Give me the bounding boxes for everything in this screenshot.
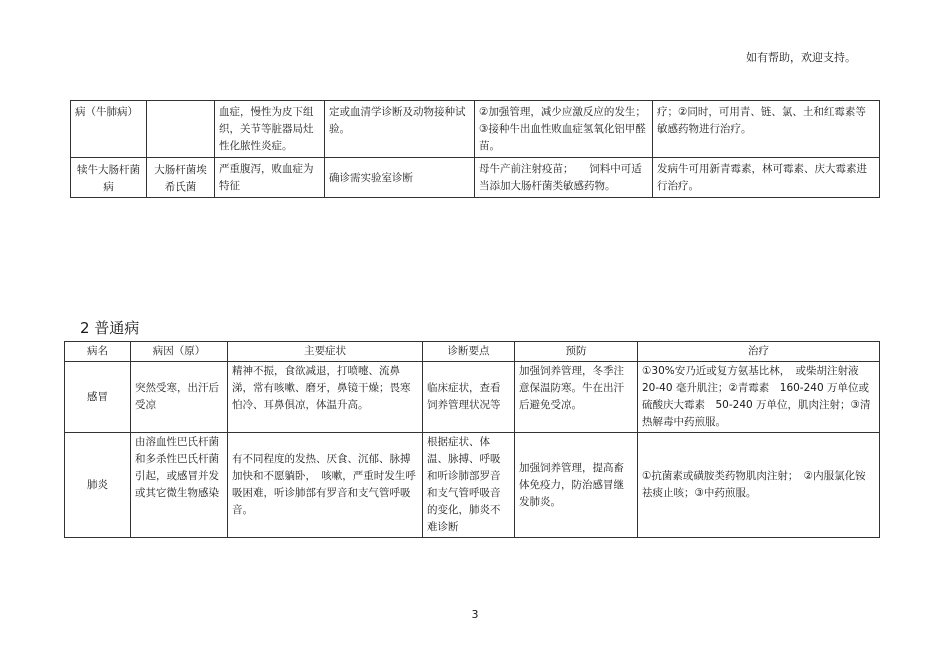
common-disease-table [64, 341, 880, 538]
table-row [71, 158, 880, 198]
table-row [71, 101, 880, 158]
table-header-row [65, 342, 880, 362]
section-title: 2 普通病 [80, 319, 140, 337]
column-header: 治疗 [638, 342, 880, 362]
column-header: 预防 [515, 342, 638, 362]
header-note: 如有帮助，欢迎支持。 [746, 51, 856, 64]
table-cell: 确诊需实验室诊断 [325, 158, 475, 198]
table-row [65, 433, 880, 538]
column-header: 诊断要点 [423, 342, 515, 362]
disease-table-continued [70, 100, 880, 198]
table-cell: 由溶血性巴氏杆菌和多杀性巴氏杆菌引起，或感冒并发或其它微生物感染 [131, 433, 228, 538]
page-number: 3 [471, 608, 479, 621]
table-cell: 母牛产前注射疫苗； 饲料中可适当添加大肠杆菌类敏感药物。 [475, 158, 653, 198]
table-cell: 加强饲养管理，提高畜体免疫力，防治感冒继发肺炎。 [515, 433, 638, 538]
table-cell: 定或血清学诊断及动物接种试验。 [325, 101, 475, 158]
table-cell: 疗；②同时，可用青、链、氯、土和红霉素等敏感药物进行治疗。 [653, 101, 880, 158]
table-cell: 犊牛大肠杆菌病 [71, 158, 147, 198]
column-header: 病因（原） [131, 342, 228, 362]
column-header: 病名 [65, 342, 131, 362]
table-cell: 临床症状，查看饲养管理状况等 [423, 362, 515, 433]
table-row [65, 362, 880, 433]
table-cell: ①抗菌素或磺胺类药物肌肉注射； ②内服氯化铵祛痰止咳；③中药煎服。 [638, 433, 880, 538]
table-cell: 严重腹泻，败血症为特征 [215, 158, 325, 198]
table-cell: 血症，慢性为皮下组织，关节等脏器局灶性化脓性炎症。 [215, 101, 325, 158]
table-cell: 发病牛可用新青霉素，林可霉素、庆大霉素进行治疗。 [653, 158, 880, 198]
table-cell: 突然受寒，出汗后受凉 [131, 362, 228, 433]
table-cell: 肺炎 [65, 433, 131, 538]
table-cell: 大肠杆菌埃希氏菌 [147, 158, 215, 198]
table-cell [147, 101, 215, 158]
table-cell: ②加强管理，减少应激反应的发生；③接种牛出血性败血症氢氧化铝甲醛苗。 [475, 101, 653, 158]
table-cell: ①30%安乃近或复方氨基比林， 或柴胡注射液20-40 毫升肌注；②青霉素 160-240 万单位或硫酸庆大霉素 50-240 万单位，肌肉注射；③清热解毒中药煎服。 [638, 362, 880, 433]
table-cell: 有不同程度的发热、厌食、沉郁、脉搏加快和不愿躺卧， 咳嗽，严重时发生呼吸困难，听诊肺部有罗音和支气管呼吸音。 [228, 433, 423, 538]
table-cell: 精神不振，食欲减退，打喷嚏、流鼻涕，常有咳嗽、磨牙，鼻镜干燥；畏寒怕冷、耳鼻俱凉，体温升高。 [228, 362, 423, 433]
column-header: 主要症状 [228, 342, 423, 362]
table-cell: 加强饲养管理，冬季注意保温防寒。牛在出汗后避免受凉。 [515, 362, 638, 433]
table-cell: 病（牛肺病） [71, 101, 147, 158]
table-cell: 感冒 [65, 362, 131, 433]
table-cell: 根据症状、体温、脉搏、呼吸和听诊肺部罗音和支气管呼吸音的变化，肺炎不难诊断 [423, 433, 515, 538]
